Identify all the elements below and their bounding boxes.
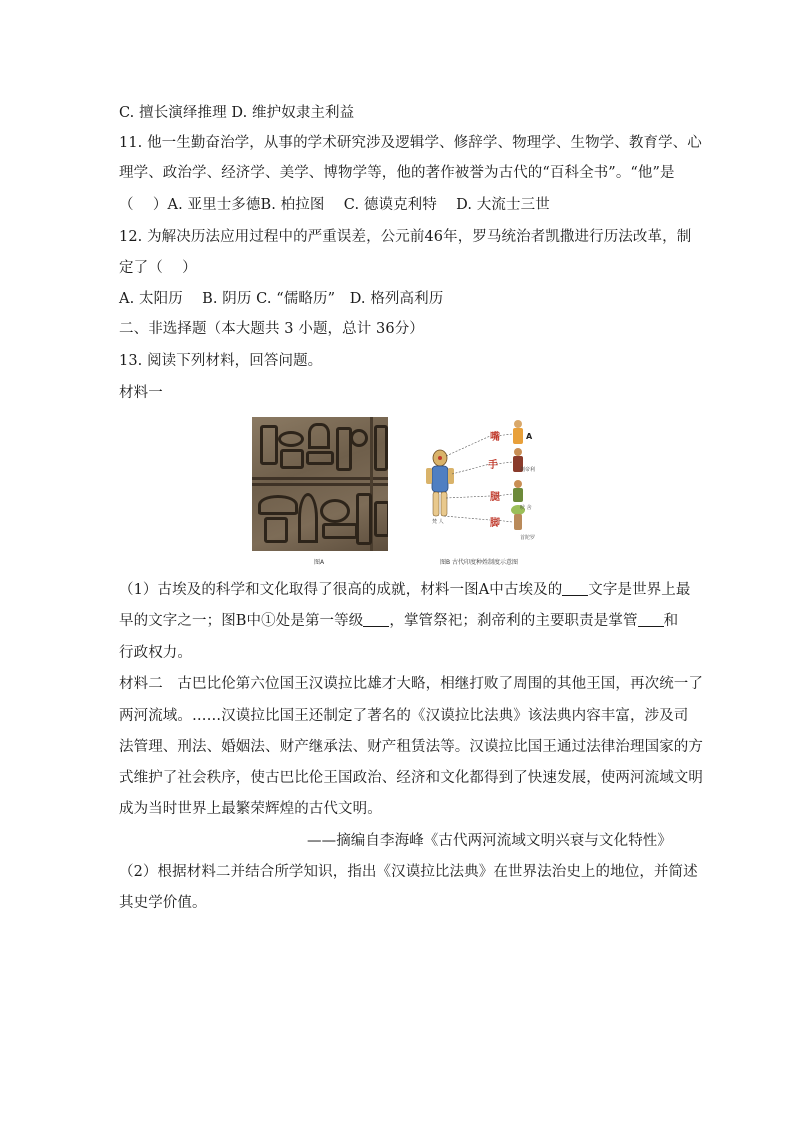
q11-line-1: 11. 他一生勤奋治学，从事的学术研究涉及逻辑学、修辞学、物理学、生物学、教育学、心 xyxy=(119,135,702,151)
sub1-line-1 xyxy=(119,580,691,600)
figure-b-caption: 图B 古代印度种姓制度示意图 xyxy=(440,559,519,566)
q11-line-3: （ ）A. 亚里士多德B. 柏拉图 C. 德谟克利特 D. 大流士三世 xyxy=(119,197,550,213)
sub1-line-2-c: 和 xyxy=(663,613,679,629)
material-2-line-1: 材料二 古巴比伦第六位国王汉谟拉比雄才大略，相继打败了周围的其他王国，再次统一了 xyxy=(119,676,703,692)
sub1-line-3: 行政权力。 xyxy=(119,645,192,661)
material-2-line-4: 式维护了社会秩序，使古巴比伦王国政治、经济和文化都得到了快速发展，使两河流域文明 xyxy=(119,770,703,786)
sub2-line-1: （2）根据材料二并结合所学知识，指出《汉谟拉比法典》在世界法治史上的地位，并简述 xyxy=(119,864,698,880)
label-a: A xyxy=(526,432,533,441)
material-2-line-3: 法管理、刑法、婚姻法、财产继承法、财产租赁法等。汉谟拉比国王通过法律治理国家的方 xyxy=(119,739,703,755)
label-shudra: 首陀罗 xyxy=(520,535,536,541)
sub1-line-1-b: 文字是世界上最 xyxy=(588,582,691,598)
label-hand: 手 xyxy=(488,460,498,471)
answer-blank-1[interactable] xyxy=(562,581,588,596)
sub1-line-2-b: ，掌管祭祀；刹帝利的主要职责是掌管 xyxy=(389,613,638,629)
hieroglyph-image xyxy=(252,417,388,551)
q13-intro: 13. 阅读下列材料，回答问题。 xyxy=(119,353,323,369)
sub1-line-2-a: 早的文字之一；图B中①处是第一等级 xyxy=(119,613,364,629)
sub1-line-1-a: （1）古埃及的科学和文化取得了很高的成就，材料一图A中古埃及的 xyxy=(119,582,563,598)
label-mouth: 嘴 xyxy=(490,432,500,443)
q10-options: C. 擅长演绎推理 D. 维护奴隶主利益 xyxy=(119,105,355,121)
label-foot: 脚 xyxy=(490,518,500,529)
sub1-line-2 xyxy=(119,611,678,631)
q12-line-1: 12. 为解决历法应用过程中的严重误差，公元前46年，罗马统治者凯撒进行历法改革，制 xyxy=(119,229,692,245)
material-2-line-5: 成为当时世界上最繁荣辉煌的古代文明。 xyxy=(119,801,382,817)
figure-a-caption: 图A xyxy=(314,559,325,566)
caste-diagram xyxy=(420,414,546,554)
q11-line-2: 理学、政治学、经济学、美学、博物学等，他的著作被誉为古代的“百科全书”。“他”是 xyxy=(119,165,675,181)
label-thigh: 腿 xyxy=(490,492,500,503)
material-1-label: 材料一 xyxy=(119,385,163,401)
label-vaishya: 吠 舍 xyxy=(520,505,532,511)
material-2-line-2: 两河流域。……汉谟拉比国王还制定了著名的《汉谟拉比法典》该法典内容丰富，涉及司 xyxy=(119,708,689,724)
material-2-source: ——摘编自李海峰《古代两河流域文明兴衰与文化特性》 xyxy=(307,833,672,849)
label-kshatriya: 刹帝利 xyxy=(520,467,536,473)
label-brahma: 梵 人 xyxy=(432,519,444,525)
q12-line-2: 定了（ ） xyxy=(119,260,197,276)
answer-blank-2[interactable] xyxy=(363,612,389,627)
sub2-line-2: 其史学价值。 xyxy=(119,895,207,911)
q12-options: A. 太阳历 B. 阴历 C. “儒略历” D. 格列高利历 xyxy=(119,291,444,307)
section-heading: 二、非选择题（本大题共 3 小题，总计 36分） xyxy=(119,321,424,337)
answer-blank-3[interactable] xyxy=(638,612,664,627)
